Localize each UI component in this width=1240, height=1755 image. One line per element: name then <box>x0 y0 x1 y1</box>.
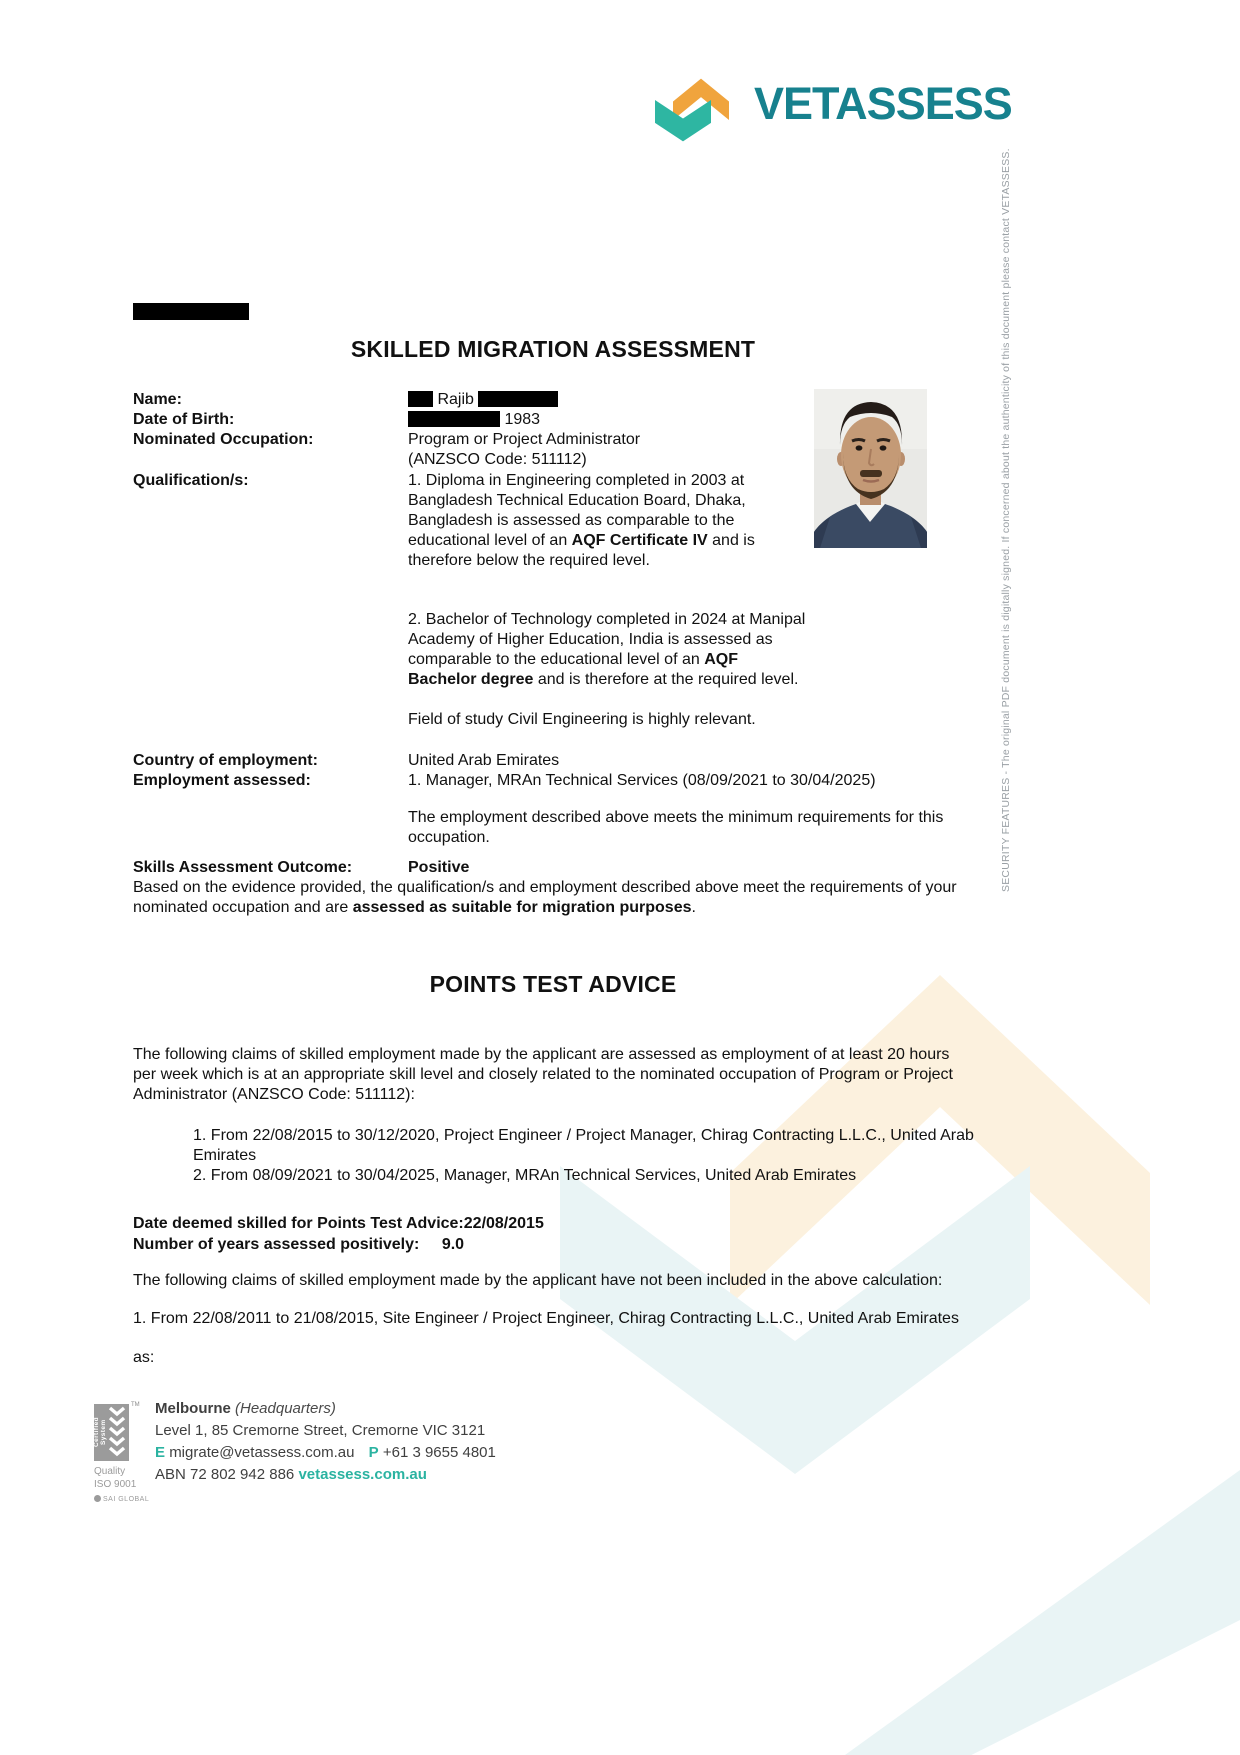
email-label: E <box>155 1444 166 1461</box>
redaction-box <box>478 391 558 407</box>
excluded-item: 1. From 22/08/2011 to 21/08/2015, Site Engineer / Project Engineer, Chirag Contracting L.L.C., United Arab Emirates <box>133 1310 959 1327</box>
field-employment <box>133 771 876 791</box>
sai-global-label: SAI GLOBAL <box>94 1495 149 1503</box>
qualifications-label: Qualification/s: <box>133 472 249 489</box>
field-of-study-note: Field of study Civil Engineering is highly relevant. <box>408 711 756 728</box>
field-country <box>133 751 559 771</box>
footer-contact-block <box>155 1398 496 1486</box>
employment-label: Employment assessed: <box>133 772 311 789</box>
field-outcome <box>133 858 469 878</box>
office-name: Melbourne <box>155 1400 231 1417</box>
outcome-value: Positive <box>408 859 470 876</box>
years-value: 9.0 <box>441 1236 465 1253</box>
cert-quality-label: Quality <box>94 1466 126 1477</box>
applicant-photo <box>814 389 927 548</box>
excluded-intro: The following claims of skilled employment made by the applicant have not been included in the above calculation: <box>133 1272 943 1289</box>
certified-system-badge <box>94 1404 129 1461</box>
phone-number: +61 3 9655 4801 <box>382 1444 496 1461</box>
logo-icon <box>655 76 729 144</box>
employment-value: 1. Manager, MRAn Technical Services (08/09/2021 to 30/04/2025) <box>408 772 876 789</box>
assessment-summary: Based on the evidence provided, the qualification/s and employment described above meet the requirements of your nominated occupation and are assessed as suitable for migration purposes. <box>133 879 957 916</box>
claim-item: 2. From 08/09/2021 to 30/04/2025, Manager, MRAn Technical Services, United Arab Emirates <box>193 1167 857 1184</box>
name-label: Name: <box>133 391 182 408</box>
occupation-value: Program or Project Administrator (ANZSCO Code: 511112) <box>408 431 641 468</box>
email-link[interactable]: migrate@vetassess.com.au <box>169 1444 355 1461</box>
footer-email-phone-line <box>155 1442 496 1464</box>
vetassess-logo <box>655 76 1035 146</box>
sai-global-mark-icon <box>94 1495 101 1502</box>
country-label: Country of employment: <box>133 752 318 769</box>
date-deemed-line: Date deemed skilled for Points Test Advice:22/08/2015 <box>133 1215 544 1232</box>
trailing-text: as: <box>133 1349 155 1366</box>
badge-tm-mark: TM <box>131 1402 140 1408</box>
claim-item-wrap: Emirates <box>193 1147 257 1164</box>
abn-text: ABN 72 802 942 886 <box>155 1466 295 1483</box>
logo-wordmark: VETASSESS <box>754 78 1012 129</box>
redaction-box <box>408 411 500 427</box>
redaction-box <box>408 391 433 407</box>
years-line: Number of years assessed positively: 9.0 <box>133 1236 465 1253</box>
name-value: Rajib <box>408 390 558 410</box>
claim-item: 1. From 22/08/2015 to 30/12/2020, Project Engineer / Project Manager, Chirag Contracting L.L.C., United Arab <box>193 1127 974 1144</box>
redaction-bar <box>133 303 249 320</box>
outcome-label: Skills Assessment Outcome: <box>133 859 353 876</box>
security-note-vertical: SECURITY FEATURES - The original PDF document is digitally signed. If concerned about the authenticity of this document please contact VETASSESS. <box>1000 148 1012 892</box>
cert-iso-label: ISO 9001 <box>94 1479 137 1490</box>
office-note: (Headquarters) <box>235 1400 336 1417</box>
footer-abn-line <box>155 1464 496 1486</box>
website-link[interactable]: vetassess.com.au <box>298 1466 427 1483</box>
occupation-label: Nominated Occupation: <box>133 431 314 448</box>
certified-system-label: Certified System <box>93 1417 107 1448</box>
points-claims <box>193 1126 974 1186</box>
points-title: POINTS TEST ADVICE <box>429 971 677 997</box>
document-title: SKILLED MIGRATION ASSESSMENT <box>350 336 756 362</box>
dob-label: Date of Birth: <box>133 411 235 428</box>
watermark-teal-band <box>845 1455 1240 1755</box>
country-value: United Arab Emirates <box>408 752 560 769</box>
date-deemed-value: 22/08/2015 <box>463 1215 544 1232</box>
badge-chevrons-icon <box>107 1405 127 1460</box>
qualification-1: 1. Diploma in Engineering completed in 2003 at Bangladesh Technical Education Board, Dhaka, Bangladesh is assessed as comparable to the educational level of an AQF Certificate IV and is therefore below the required level. <box>408 472 755 569</box>
points-intro: The following claims of skilled employment made by the applicant are assessed as employment of at least 20 hours per week which is at an appropriate skill level and closely related to the nominated occupation of Program or Project Administrator (ANZSCO Code: 511112): <box>133 1046 953 1103</box>
dob-value: 1983 <box>408 410 540 430</box>
field-dob <box>133 410 540 430</box>
phone-label: P <box>368 1444 379 1461</box>
footer-office-line <box>155 1398 496 1420</box>
employment-note: The employment described above meets the minimum requirements for this occupation. <box>408 809 944 846</box>
field-name <box>133 390 558 410</box>
qualification-2: 2. Bachelor of Technology completed in 2024 at Manipal Academy of Higher Education, India is assessed as comparable to the educational level of an AQF Bachelor degree and is therefore at the required level. <box>408 611 806 688</box>
footer-address: Level 1, 85 Cremorne Street, Cremorne VIC 3121 <box>155 1422 486 1439</box>
